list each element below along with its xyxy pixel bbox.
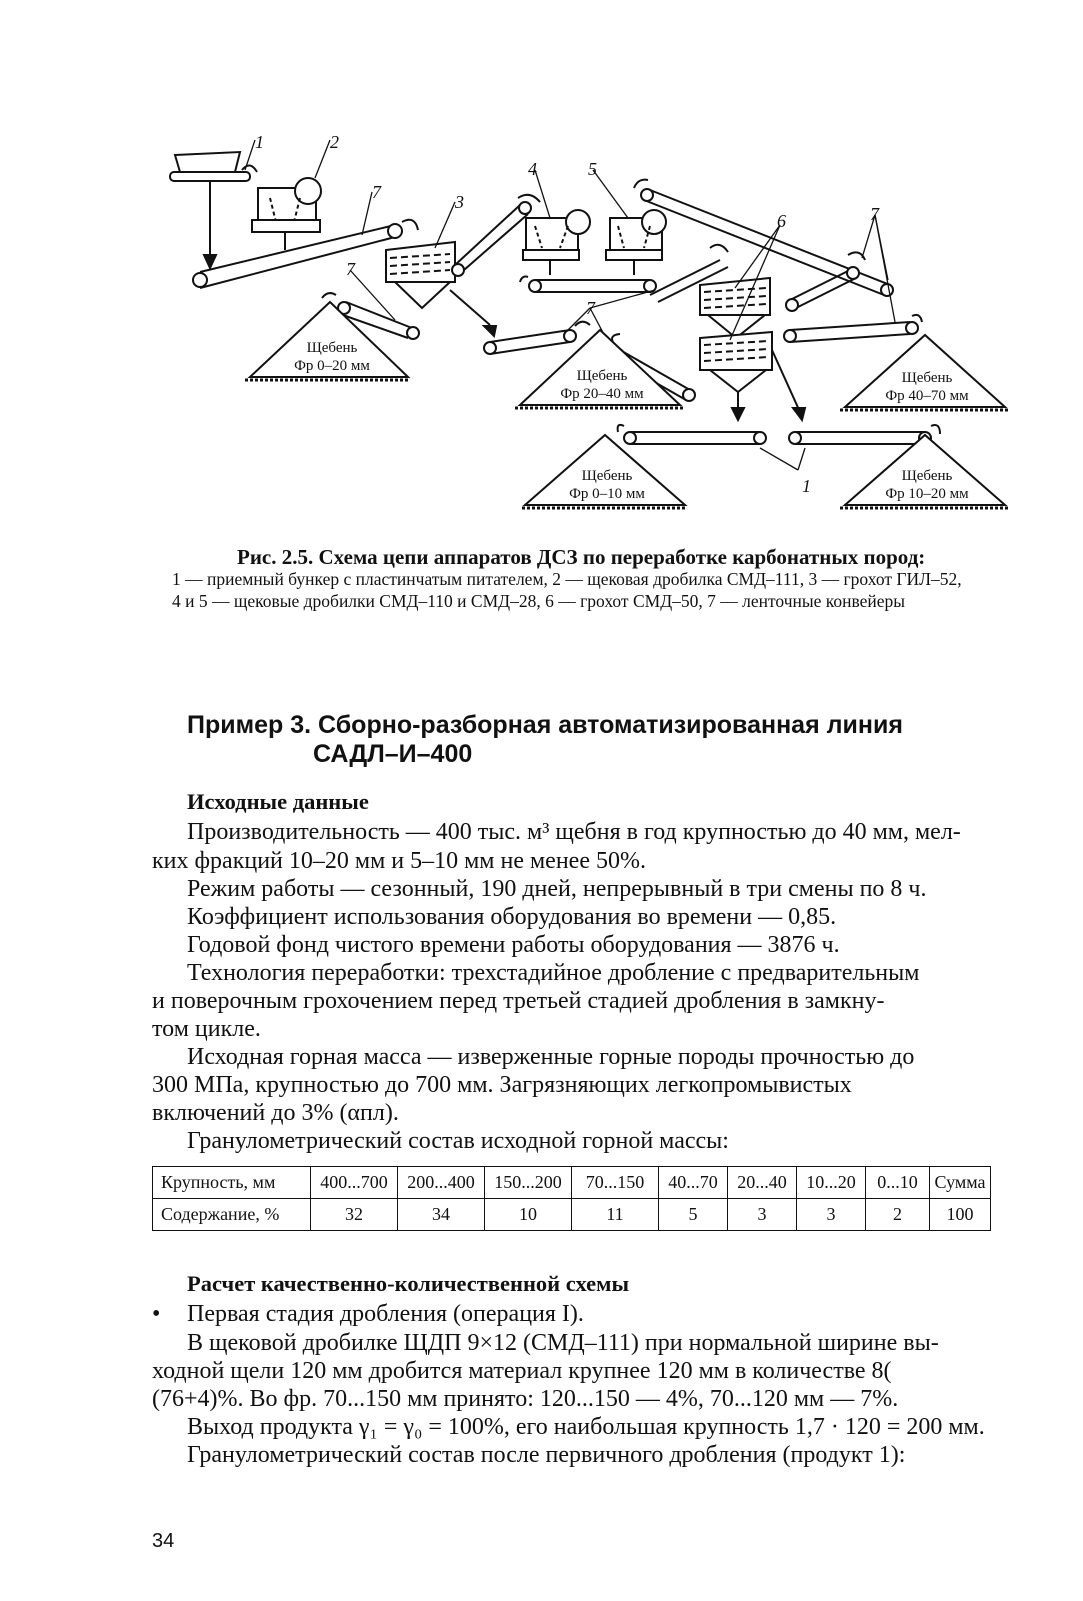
page-number: 34 [152, 1530, 175, 1552]
table-cell: 0...10 [866, 1167, 930, 1199]
callout-3: 3 [455, 192, 464, 212]
table-row [153, 1199, 991, 1231]
callout-4: 4 [528, 159, 537, 179]
pile-fraction: Фр 20–40 мм [560, 386, 644, 402]
table-cell: 11 [572, 1199, 659, 1231]
section-heading: Исходные данные [187, 789, 369, 814]
table-cell: 40...70 [659, 1167, 728, 1199]
example-title-line2: САДЛ–И–400 [313, 740, 473, 768]
callout-7: 7 [372, 182, 381, 202]
pile-fraction: Фр 0–10 мм [569, 486, 645, 502]
pile-fraction: Фр 0–20 мм [294, 358, 370, 374]
callout-7: 7 [870, 204, 879, 224]
paragraph-line: Коэффициент использования оборудования во времени — 0,85. [187, 904, 837, 930]
callout-5: 5 [588, 159, 597, 179]
paragraph-line: (76+4)%. Во фр. 70...150 мм принято: 120...150 — 4%, 70...120 мм — 7%. [152, 1386, 899, 1412]
callout-6: 6 [777, 211, 786, 231]
table-cell: 3 [797, 1199, 866, 1231]
plate-feeder [170, 172, 250, 181]
table-cell: 32 [311, 1199, 398, 1231]
paragraph-line: Режим работы — сезонный, 190 дней, непрерывный в три смены по 8 ч. [187, 876, 927, 902]
table-cell: Крупность, мм [153, 1167, 311, 1199]
pile-label: Щебень [306, 340, 358, 356]
table-cell: 100 [930, 1199, 991, 1231]
callout-7: 7 [586, 298, 595, 318]
diagram-svg [150, 130, 1030, 530]
callout-7: 7 [346, 259, 355, 279]
table-row [153, 1167, 991, 1199]
table-cell: 3 [728, 1199, 797, 1231]
paragraph-line: Производительность — 400 тыс. м³ щебня в год крупностью до 40 мм, мел- [187, 819, 961, 845]
paragraph-line: ходной щели 120 мм дробится материал крупнее 120 мм в количестве 8( [152, 1358, 892, 1384]
pile-label: Щебень [576, 368, 628, 384]
table-cell: 10 [485, 1199, 572, 1231]
paragraph-line: ких фракций 10–20 мм и 5–10 мм не менее 50%. [152, 848, 646, 874]
table-cell: 150...200 [485, 1167, 572, 1199]
paragraph-line: и поверочным грохочением перед третьей стадией дробления в замкну- [152, 988, 885, 1014]
conveyor-pulley [193, 273, 207, 287]
pile-fraction: Фр 40–70 мм [885, 388, 969, 404]
table-cell: 400...700 [311, 1167, 398, 1199]
table-cell: 34 [398, 1199, 485, 1231]
process-flow-diagram [150, 130, 1030, 530]
granulometric-table [152, 1166, 991, 1231]
table-cell: Содержание, % [153, 1199, 311, 1231]
table-cell: 5 [659, 1199, 728, 1231]
pile-label: Щебень [901, 370, 953, 386]
table-cell: Сумма [930, 1167, 991, 1199]
table-cell: 10...20 [797, 1167, 866, 1199]
pile-label: Щебень [901, 468, 953, 484]
paragraph-line: Исходная горная масса — изверженные горные породы прочностью до [187, 1044, 915, 1070]
paragraph-line: Гранулометрический состав после первичного дробления (продукт 1): [187, 1442, 906, 1468]
paragraph-line: том цикле. [152, 1016, 261, 1042]
pile-fraction: Фр 10–20 мм [885, 486, 969, 502]
paragraph-line: включений до 3% (αпл). [152, 1100, 399, 1126]
paragraph-line: 300 МПа, крупностью до 700 мм. Загрязняющих легкопромывистых [152, 1072, 852, 1098]
paragraph-line: В щековой дробилке ЩДП 9×12 (СМД–111) при нормальной ширине вы- [187, 1330, 939, 1356]
paragraph-line: Выход продукта γ₁ = γ₀ = 100%, его наибольшая крупность 1,7 · 120 = 200 мм. [187, 1414, 985, 1440]
callout-1: 1 [255, 132, 264, 152]
table-cell: 200...400 [398, 1167, 485, 1199]
callout-2: 2 [330, 132, 339, 152]
table-cell: 20...40 [728, 1167, 797, 1199]
figure-caption-line: 4 и 5 — щековые дробилки СМД–110 и СМД–28, 6 — грохот СМД–50, 7 — ленточные конвейеры [172, 591, 906, 611]
figure-caption-title: Рис. 2.5. Схема цепи аппаратов ДСЗ по переработке карбонатных пород: [237, 545, 926, 569]
paragraph-line: Первая стадия дробления (операция I). [187, 1301, 584, 1327]
screen-6-lower [700, 332, 772, 392]
paragraph-line: Гранулометрический состав исходной горной массы: [187, 1128, 729, 1154]
table-cell: 2 [866, 1199, 930, 1231]
bullet-icon: • [152, 1301, 161, 1327]
conveyor-pulley [388, 224, 402, 238]
callout-1: 1 [802, 476, 811, 496]
figure-caption-line: 1 — приемный бункер с пластинчатым питателем, 2 — щековая дробилка СМД–111, 3 — грохот ГИЛ–52, [172, 569, 962, 589]
receiving-hopper [175, 152, 240, 172]
paragraph-line: Годовой фонд чистого времени работы оборудования — 3876 ч. [187, 932, 840, 958]
table-cell: 70...150 [572, 1167, 659, 1199]
screen-3 [386, 242, 455, 308]
pile-label: Щебень [581, 468, 633, 484]
section-heading: Расчет качественно-количественной схемы [187, 1271, 630, 1296]
example-title: Пример 3. Сборно-разборная автоматизированная линия [187, 711, 903, 739]
paragraph-line: Технология переработки: трехстадийное дробление с предварительным [187, 960, 920, 986]
